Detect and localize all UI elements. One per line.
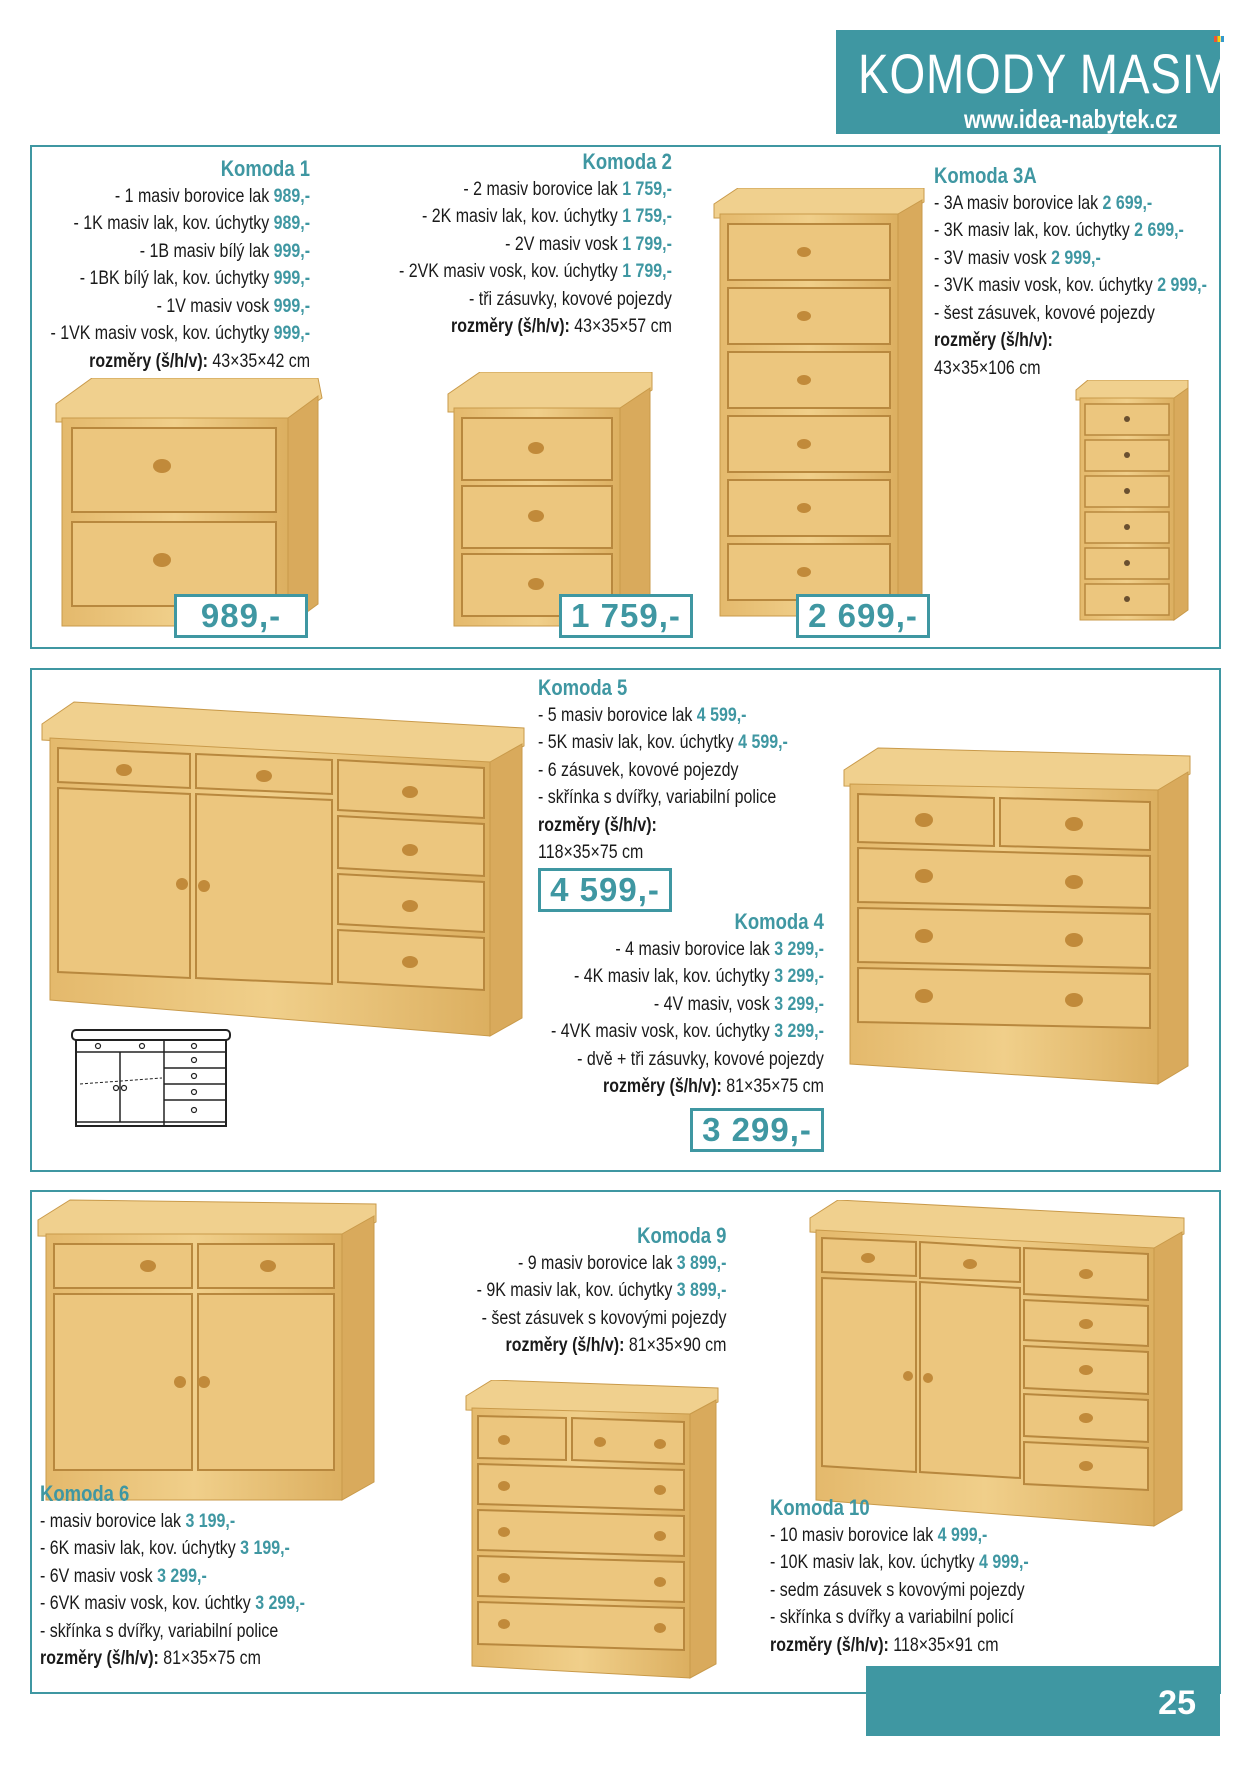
komoda2-price-box: 1 759,- (559, 594, 693, 638)
komoda10-line: - skřínka s dvířky a variabilní policí (770, 1607, 1014, 1628)
komoda5-line: - 5 masiv borovice lak 4 599,- (538, 704, 747, 726)
komoda3a-line: - 3K masiv lak, kov. úchytky 2 699,- (934, 220, 1184, 241)
komoda4-dimensions: rozměry (š/h/v): 81×35×75 cm (603, 1076, 824, 1097)
komoda1-line: - 1VK masiv vosk, kov. úchytky 999,- (50, 323, 310, 344)
komoda4-price-box: 3 299,- (690, 1108, 824, 1152)
komoda10-heading: Komoda 10 (770, 1495, 870, 1520)
komoda1-heading: Komoda 1 (220, 156, 310, 181)
komoda9-text (429, 1222, 726, 1360)
komoda1-line: - 1B masiv bílý lak 999,- (139, 240, 310, 262)
komoda4-heading: Komoda 4 (734, 909, 824, 934)
komoda6-dimensions: rozměry (š/h/v): 81×35×75 cm (40, 1648, 261, 1669)
komoda5-dimensions-label: rozměry (š/h/v): (538, 814, 657, 836)
komoda1-line: - 1BK bílý lak, kov. úchytky 999,- (79, 268, 310, 289)
komoda9-image (464, 1380, 720, 1682)
komoda3a-price-box: 2 699,- (796, 594, 930, 638)
page-number: 25 (1158, 1684, 1196, 1722)
komoda2-line: - tři zásuvky, kovové pojezdy (469, 288, 672, 310)
komoda10-dimensions: rozměry (š/h/v): 118×35×91 cm (770, 1634, 999, 1656)
komoda6-line: - 6V masiv vosk 3 299,- (40, 1565, 207, 1587)
komoda6-text (40, 1480, 355, 1673)
komoda4-line: - 4VK masiv vosk, kov. úchytky 3 299,- (551, 1021, 824, 1042)
website-url[interactable]: www.idea-nabytek.cz (964, 104, 1178, 134)
komoda2-image (446, 372, 656, 632)
komoda5-line-drawing (66, 1026, 234, 1132)
page-number-box (866, 1666, 1220, 1736)
komoda5-text (538, 674, 835, 867)
komoda10-line: - 10 masiv borovice lak 4 999,- (770, 1524, 988, 1546)
komoda2-line: - 2V masiv vosk 1 799,- (505, 233, 672, 255)
komoda2-line: - 2 masiv borovice lak 1 759,- (463, 178, 672, 200)
komoda5-line: - 6 zásuvek, kovové pojezdy (538, 759, 739, 781)
komoda3a-heading: Komoda 3A (934, 163, 1037, 188)
komoda3a-line: - 3VK masiv vosk, kov. úchytky 2 999,- (934, 275, 1207, 296)
komoda5-line: - skřínka s dvířky, variabilní police (538, 787, 777, 808)
komoda2-line: - 2K masiv lak, kov. úchytky 1 759,- (422, 206, 672, 227)
komoda9-line: - šest zásuvek s kovovými pojezdy (481, 1307, 726, 1329)
komoda1-line: - 1K masiv lak, kov. úchytky 989,- (73, 213, 310, 234)
page-title: KOMODY MASIV (858, 42, 1227, 105)
komoda1-text (1, 155, 310, 375)
komoda9-heading: Komoda 9 (636, 1223, 726, 1248)
komoda4-line: - dvě + tři zásuvky, kovové pojezdy (577, 1048, 824, 1070)
komoda1-line: - 1V masiv vosk 999,- (156, 295, 310, 317)
komoda2-dimensions: rozměry (š/h/v): 43×35×57 cm (451, 316, 672, 337)
komoda1-line: - 1 masiv borovice lak 989,- (114, 185, 310, 207)
komoda5-dimensions-value: 118×35×75 cm (538, 842, 644, 863)
komoda6-heading: Komoda 6 (40, 1481, 130, 1506)
komoda2-text (347, 148, 672, 341)
komoda2-heading: Komoda 2 (582, 149, 672, 174)
komoda4-line: - 4K masiv lak, kov. úchytky 3 299,- (574, 966, 824, 987)
komoda10-image (808, 1200, 1188, 1530)
komoda1-image (52, 378, 324, 630)
komoda6-line: - masiv borovice lak 3 199,- (40, 1510, 236, 1532)
komoda6-image (36, 1198, 380, 1504)
komoda3a-image (712, 188, 928, 620)
komoda10-line: - sedm zásuvek s kovovými pojezdy (770, 1579, 1025, 1601)
komoda4-text (499, 908, 824, 1101)
komoda4-line: - 4 masiv borovice lak 3 299,- (615, 938, 824, 960)
komoda9-line: - 9K masiv lak, kov. úchytky 3 899,- (476, 1280, 726, 1301)
komoda10-line: - 10K masiv lak, kov. úchytky 4 999,- (770, 1552, 1029, 1573)
komoda3a-narrow-image (1074, 380, 1192, 624)
komoda5-heading: Komoda 5 (538, 675, 628, 700)
komoda9-line: - 9 masiv borovice lak 3 899,- (517, 1252, 726, 1274)
komoda5-price-box: 4 599,- (538, 868, 672, 912)
komoda3a-line: - šest zásuvek, kovové pojezdy (934, 302, 1155, 324)
logo-dots-icon (1214, 36, 1224, 42)
komoda2-line: - 2VK masiv vosk, kov. úchytky 1 799,- (399, 261, 672, 282)
komoda3a-text (934, 162, 1250, 382)
komoda1-price-box: 989,- (174, 594, 308, 638)
komoda4-line: - 4V masiv, vosk 3 299,- (653, 993, 824, 1015)
komoda3a-dimensions-label: rozměry (š/h/v): (934, 330, 1053, 351)
komoda4-image (842, 746, 1194, 1086)
komoda6-line: - skřínka s dvířky, variabilní police (40, 1620, 279, 1642)
komoda5-image (40, 700, 526, 1040)
komoda3a-dimensions-value: 43×35×106 cm (934, 357, 1041, 379)
komoda3a-line: - 3A masiv borovice lak 2 699,- (934, 192, 1153, 214)
komoda1-dimensions: rozměry (š/h/v): 43×35×42 cm (89, 350, 310, 372)
komoda5-line: - 5K masiv lak, kov. úchytky 4 599,- (538, 732, 788, 753)
komoda10-text (770, 1494, 1078, 1659)
komoda9-dimensions: rozměry (š/h/v): 81×35×90 cm (505, 1335, 726, 1356)
komoda6-line: - 6K masiv lak, kov. úchytky 3 199,- (40, 1538, 290, 1559)
komoda6-line: - 6VK masiv vosk, kov. úchtky 3 299,- (40, 1593, 305, 1614)
komoda3a-line: - 3V masiv vosk 2 999,- (934, 247, 1101, 269)
